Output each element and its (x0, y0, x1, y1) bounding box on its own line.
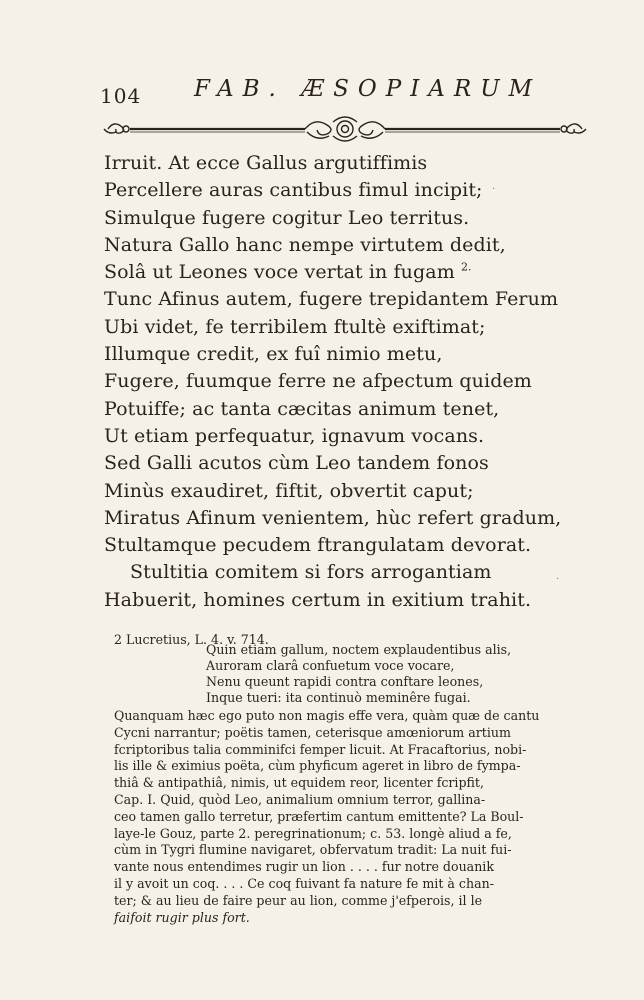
verse-line: Irruit. At ecce Gallus argutiffimis (104, 152, 428, 174)
commentary-line: lis ille & eximius poëta, cùm phyficum ageret in libro de fympa- (114, 758, 521, 774)
verse-line: Illumque credit, ex fuî nimio metu, (104, 343, 443, 366)
commentary-line: vante nous entendimes rugir un lion . . . . fur notre douanik (114, 859, 494, 875)
commentary-line: cùm in Tygri flumine navigaret, obfervatum tradit: La nuit fui- (114, 842, 512, 858)
commentary-line: Quanquam hæc ego puto non magis effe vera, quàm quæ de cantu (114, 708, 540, 723)
verse-line-moral: Stultitia comitem si fors arrogantiam (130, 561, 492, 584)
commentary-line: faifoit rugir plus fort. (114, 909, 250, 925)
verse-line: Simulque fugere cogitur Leo territus. (104, 206, 470, 229)
commentary-line: laye-le Gouz, parte 2. peregrinationum; c. 53. longè aliud a fe, (114, 825, 512, 841)
verse-line-moral: Habuerit, homines certum in exitium trahit. (104, 588, 532, 611)
verse-line: Sed Galli acutos cùm Leo tandem fonos (104, 452, 489, 475)
commentary-line: il y avoit un coq. . . . Ce coq fuivant fa nature fe mit à chan- (114, 875, 494, 891)
verse-line: Fugere, fuumque ferre ne afpectum quidem (104, 370, 532, 393)
footnote-reference: 2 Lucretius, L. 4. v. 714. (114, 632, 269, 647)
footnote-quotation (206, 642, 511, 706)
commentary-line: fcriptoribus talia comminifci femper licuit. At Fracaftorius, nobi- (114, 741, 527, 757)
quotation-line: Nenu queunt rapidi contra conftare leones, (206, 674, 484, 689)
verse-line: Miratus Afinum venientem, hùc refert gradum, (104, 506, 562, 529)
verse-line: Natura Gallo hanc nempe virtutem dedit, (104, 233, 506, 256)
page-header (100, 76, 542, 108)
quotation-line: Inque tueri: ita continuò meminêre fugai. (206, 690, 471, 705)
stray-ink-mark: · (492, 184, 496, 195)
verse-line: Ut etiam perfequatur, ignavum vocans. (104, 424, 485, 447)
verse-line-text: Solâ ut Leones voce vertat in fugam (104, 261, 455, 284)
verse-line: Percellere auras cantibus fimul incipit; (104, 179, 483, 202)
commentary-line: Cycni narrantur; poëtis tamen, ceterisque amœniorum artium (114, 724, 511, 740)
page-number: 104 (100, 84, 142, 108)
footnote-commentary (114, 708, 594, 926)
verse-line: Potuiffe; ac tanta cæcitas animum tenet, (104, 397, 500, 420)
verse-line: Minùs exaudiret, fiftit, obvertit caput; (104, 479, 474, 502)
verse-line: Ubi videt, fe terribilem ftultè exiftimat; (104, 315, 486, 338)
verse-line-with-footnote (104, 259, 544, 286)
quotation-line: Auroram clarâ confuetum voce vocare, (206, 658, 455, 673)
footnote-marker: 2. (460, 260, 472, 274)
stray-ink-mark: · (556, 574, 560, 585)
commentary-line: thiâ & antipathiâ, nimis, ut equidem reor, licenter fcripfit, (114, 775, 484, 791)
commentary-line: ter; & au lieu de faire peur au lion, comme j'efperois, il le (114, 892, 483, 908)
header-ornament (100, 114, 590, 144)
running-title: FAB. ÆSOPIARUM (194, 76, 542, 102)
verse-line: Tunc Afinus autem, fugere trepidantem Ferum (104, 288, 559, 311)
verse-line: Stultamque pecudem ftrangulatam devorat. (104, 534, 532, 557)
quotation-line: Quin etiam gallum, noctem explaudentibus alis, (206, 642, 512, 657)
commentary-line: Cap. I. Quid, quòd Leo, animalium omnium terror, gallina- (114, 791, 486, 807)
commentary-line: ceo tamen gallo terretur, præfertim cantum emittente? La Boul- (114, 808, 524, 824)
verse-block (104, 150, 562, 614)
